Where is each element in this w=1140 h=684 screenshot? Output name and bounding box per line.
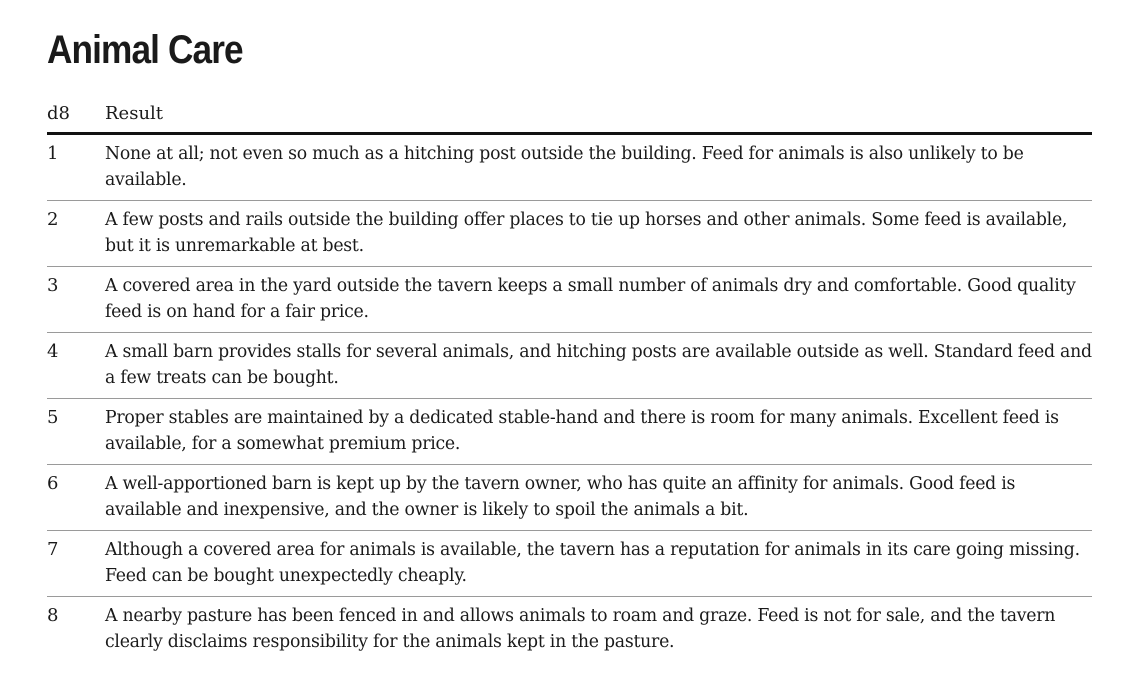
result-cell: Although a covered area for animals is available, the tavern has a reputation for animals in its care going missing. Feed can be bought unexpectedly cheaply. bbox=[105, 531, 1092, 597]
table-header-row bbox=[47, 100, 1092, 134]
table-row bbox=[47, 531, 1092, 597]
die-column-header: d8 bbox=[47, 100, 105, 134]
result-cell: A nearby pasture has been fenced in and allows animals to roam and graze. Feed is not for sale, and the tavern clearly disclaims responsibility for the animals kept in the pasture. bbox=[105, 606, 1056, 652]
roll-cell: 7 bbox=[47, 531, 105, 597]
table-row bbox=[47, 333, 1092, 399]
roll-cell: 1 bbox=[47, 134, 105, 201]
roll-cell: 5 bbox=[47, 399, 105, 465]
table-row bbox=[47, 267, 1092, 333]
table-row bbox=[47, 201, 1092, 267]
result-cell: A few posts and rails outside the building offer places to tie up horses and other animals. Some feed is available, but it is unremarkable at best. bbox=[105, 201, 1092, 267]
result-cell: A well-apportioned barn is kept up by the tavern owner, who has quite an affinity for animals. Good feed is available and inexpensive, and the owner is likely to spoil the animals a bit. bbox=[105, 465, 1092, 531]
result-cell: None at all; not even so much as a hitching post outside the building. Feed for animals is also unlikely to be available. bbox=[105, 134, 1092, 201]
result-cell: Proper stables are maintained by a dedicated stable-hand and there is room for many animals. Excellent feed is available, for a somewhat premium price. bbox=[105, 399, 1092, 465]
roll-cell: 2 bbox=[47, 201, 105, 267]
table-row bbox=[47, 465, 1092, 531]
document-page bbox=[47, 24, 1092, 662]
table-row bbox=[47, 399, 1092, 465]
roll-cell: 6 bbox=[47, 465, 105, 531]
roll-cell: 3 bbox=[47, 267, 105, 333]
result-cell: A covered area in the yard outside the tavern keeps a small number of animals dry and comfortable. Good quality feed is on hand for a fair price. bbox=[105, 267, 1092, 333]
page-title: Animal Care bbox=[47, 28, 243, 72]
roll-cell: 8 bbox=[47, 605, 59, 626]
result-cell: A small barn provides stalls for several animals, and hitching posts are available outside as well. Standard feed and a few treats can be bought. bbox=[105, 333, 1092, 399]
result-column-header: Result bbox=[105, 100, 1092, 134]
table-row bbox=[47, 134, 1092, 201]
roll-cell: 4 bbox=[47, 333, 105, 399]
table-row bbox=[47, 597, 1092, 663]
animal-care-table bbox=[47, 100, 1092, 662]
